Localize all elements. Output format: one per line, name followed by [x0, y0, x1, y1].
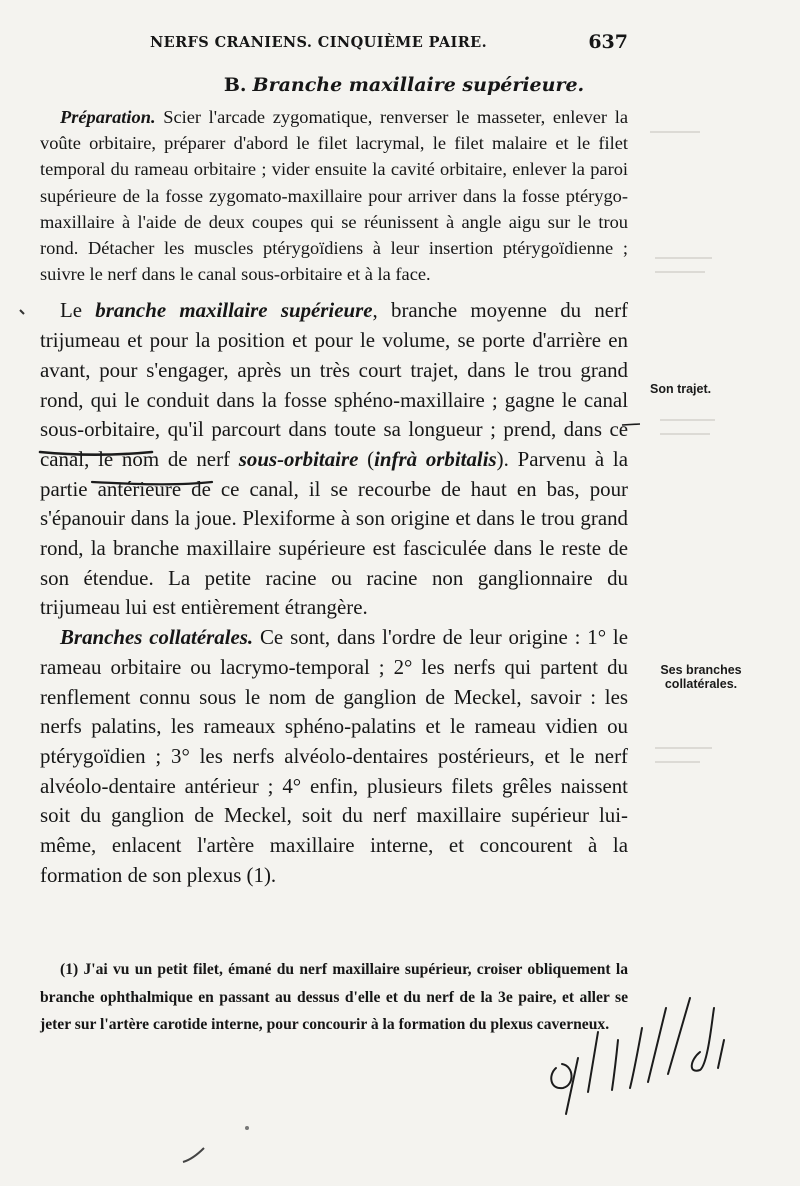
signature-stroke [648, 1008, 666, 1082]
section-label: B. [223, 74, 247, 96]
signature-stroke [692, 1008, 714, 1071]
branches-lead: Branches collatérales. [60, 625, 254, 650]
p2-term-infra-orbitalis: infrà orbitalis [374, 446, 497, 471]
bottom-ink-dot [245, 1126, 249, 1130]
preparation-lead: Préparation. [60, 107, 156, 127]
bleed-through [650, 132, 715, 762]
margin-note-branches-line2: collatérales. [664, 677, 738, 691]
p2-start: Le [60, 298, 96, 323]
signature-stroke [718, 1040, 724, 1068]
margin-note-branches-line1: Ses branches [660, 663, 742, 677]
p2-term: branche maxillaire supérieure [95, 298, 373, 323]
ink-dash-margin [622, 424, 640, 425]
bottom-ink-mark [183, 1148, 204, 1162]
handwritten-signature [551, 998, 724, 1114]
page-number: 637 [588, 31, 628, 53]
margin-note-trajet: Son trajet. [650, 382, 712, 396]
signature-stroke [668, 998, 690, 1074]
signature-stroke [551, 1064, 571, 1088]
running-title: NERFS CRANIENS. CINQUIÈME PAIRE. [150, 34, 488, 51]
footnote: (1) J'ai vu un petit filet, émané du nerf maxillaire supérieur, croiser obliquement la branche ophthalmique en passant au dessus d'elle et du nerf de la 3e paire, et aller se jeter sur l'artère carotide interne, pour concourir à la formation du plexus caverneux. [40, 961, 628, 1033]
ink-underline-longueur [92, 482, 212, 484]
section-title-text: Branche maxillaire supérieure. [252, 74, 585, 96]
signature-stroke [612, 1040, 618, 1090]
p2-term-sous-orbitaire: sous-orbitaire [238, 446, 359, 471]
p2-mid: , branche moyenne du nerf trijumeau et pour la position et pour le volume, se porte d'arrière en avant, pour s'engager, après un très court trajet, dans le trou grand rond, qui le conduit dans la fosse sphéno-maxillaire ; gagne le canal sous-orbitaire, qu'il parcourt dans toute sa longueur ; prend, dans ce canal, le nom de nerf [40, 298, 628, 471]
ink-underline-maxillaire [40, 452, 152, 455]
p2-paren: ( [358, 446, 375, 471]
preparation-text: Scier l'arcade zygomatique, renverser le masseter, enlever la voûte orbitaire, préparer d'abord le filet lacrymal, le filet malaire et le filet temporal du rameau orbitaire ; vider ensuite la cavité orbitaire, enlever la paroi supérieure de la fosse zygomato-maxillaire pour arriver dans la fosse ptérygo-maxillaire à l'aide de deux coupes qui se réunissent à angle aigu sur le trou rond. Détacher les muscles ptérygoïdiens à leur insertion ptérygoïdienne ; suivre le nerf dans le canal sous-orbitaire et à la face. [40, 107, 628, 285]
signature-stroke [630, 1028, 642, 1088]
stray-ink-mark [20, 310, 24, 314]
branches-text: Ce sont, dans l'ordre de leur origine : 1° le rameau orbitaire ou lacrymo-temporal ; 2° les nerfs qui partent du renflement connu sous le nom de ganglion de Meckel, savoir : les nerfs palatins, les rameaux sphéno-palatins et le rameau vidien ou ptérygoïdien ; 3° les nerfs alvéolo-dentaires postérieurs, et le nerf alvéolo-dentaire antérieur ; 4° enfin, plusieurs filets grêles naissent soit du ganglion de Meckel, soit du nerf maxillaire supérieur lui-même, enlacent l'artère maxillaire interne, et concourent à la formation de son plexus (1). [40, 625, 628, 887]
p2-end: ). Parvenu à la partie antérieure de ce canal, il se recourbe de haut en bas, pour s'épanouir dans la joue. Plexiforme à son origine et dans le trou grand rond, la branche maxillaire supérieure est fasciculée dans le reste de son étendue. La petite racine ou racine non ganglionnaire du trijumeau lui est entièrement étrangère. [40, 446, 628, 620]
signature-stroke [588, 1032, 598, 1092]
